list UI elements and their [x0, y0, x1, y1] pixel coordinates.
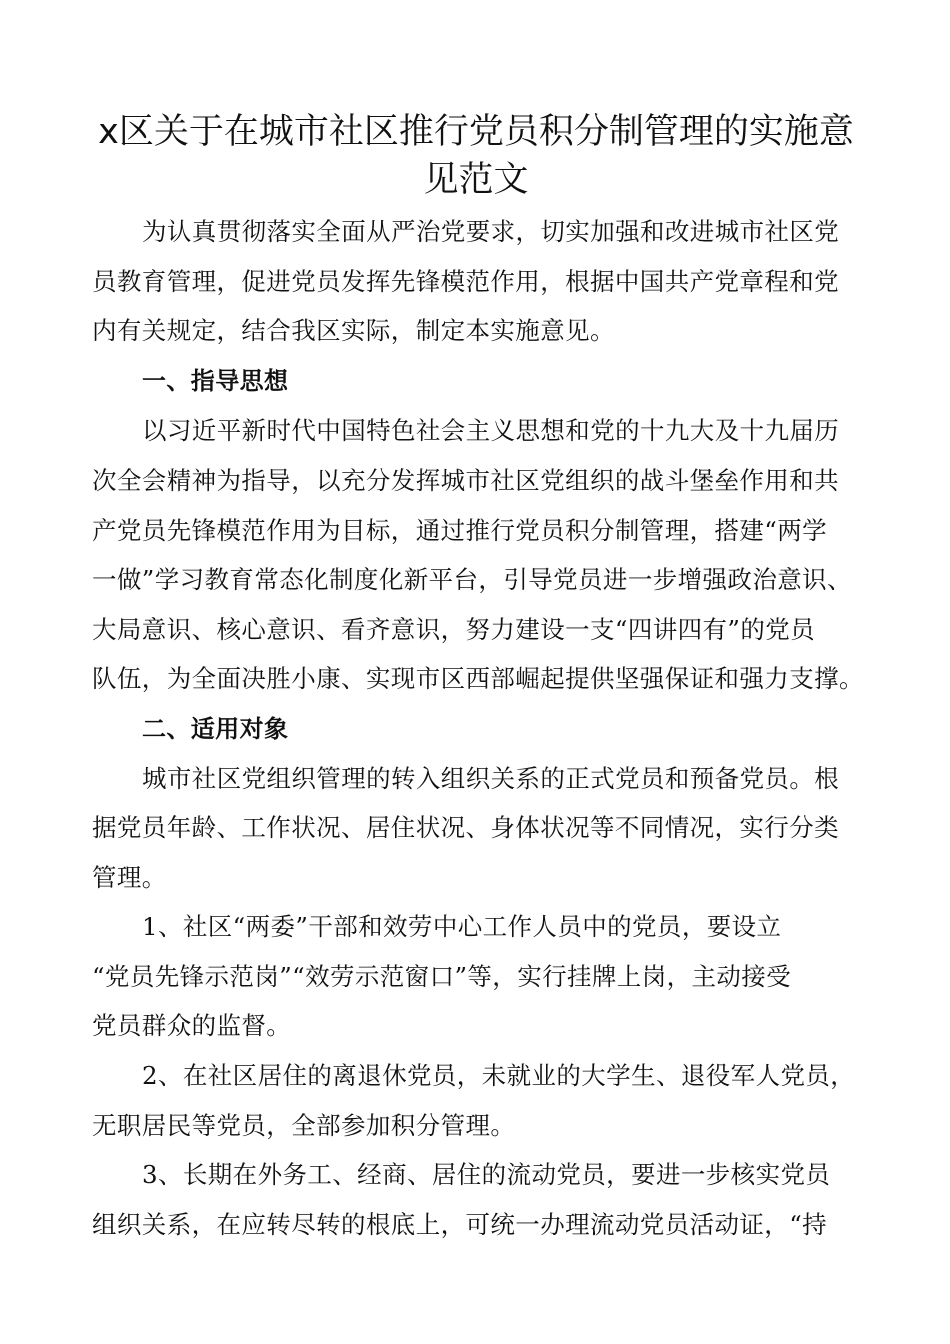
intro-line-1: 为认真贯彻落实全面从严治党要求，切实加强和改进城市社区党: [142, 217, 840, 246]
item-2-line-1: 2、在社区居住的离退休党员，未就业的大学生、退役军人党员，: [142, 1061, 856, 1090]
item-1-line-1: 1、社区“两委”干部和效劳中心工作人员中的党员，要设立: [142, 912, 782, 941]
item-3-line-1: 3、长期在外务工、经商、居住的流动党员，要进一步核实党员: [142, 1160, 831, 1189]
section-2-line-3: 管理。: [92, 863, 167, 892]
item-1-line-2: “党员先锋示范岗”“效劳示范窗口”等，实行挂牌上岗，主动接受: [92, 962, 792, 991]
section-1-line-6: 队伍，为全面决胜小康、实现市区西部崛起提供坚强保证和强力支撑。: [92, 664, 864, 693]
item-1-line-3: 党员群众的监督。: [92, 1011, 292, 1040]
section-1-line-4: 一做”学习教育常态化制度化新平台，引导党员进一步增强政治意识、: [92, 565, 852, 594]
intro-line-2: 员教育管理，促进党员发挥先锋模范作用，根据中国共产党章程和党: [92, 267, 839, 296]
item-2-line-2: 无职居民等党员，全部参加积分管理。: [92, 1111, 516, 1140]
section-2-line-1: 城市社区党组织管理的转入组织关系的正式党员和预备党员。根: [142, 764, 840, 793]
section-1-line-5: 大局意识、核心意识、看齐意识，努力建设一支“四讲四有”的党员: [92, 615, 816, 644]
document-title: x区关于在城市社区推行党员积分制管理的实施意见范文: [98, 112, 854, 200]
section-1-line-3: 产党员先锋模范作用为目标，通过推行党员积分制管理，搭建“两学: [92, 516, 828, 545]
section-1-heading: 一、指导思想: [142, 367, 289, 395]
section-2-heading: 二、适用对象: [142, 715, 289, 743]
intro-line-3: 内有关规定，结合我区实际，制定本实施意见。: [92, 316, 615, 345]
section-2-line-2: 据党员年龄、工作状况、居住状况、身体状况等不同情况，实行分类: [92, 813, 839, 842]
section-1-line-2: 次全会精神为指导，以充分发挥城市社区党组织的战斗堡垒作用和共: [92, 466, 839, 495]
section-1-line-1: 以习近平新时代中国特色社会主义思想和党的十九大及十九届历: [142, 416, 840, 445]
item-3-line-2: 组织关系，在应转尽转的根底上，可统一办理流动党员活动证，“持: [92, 1210, 828, 1239]
